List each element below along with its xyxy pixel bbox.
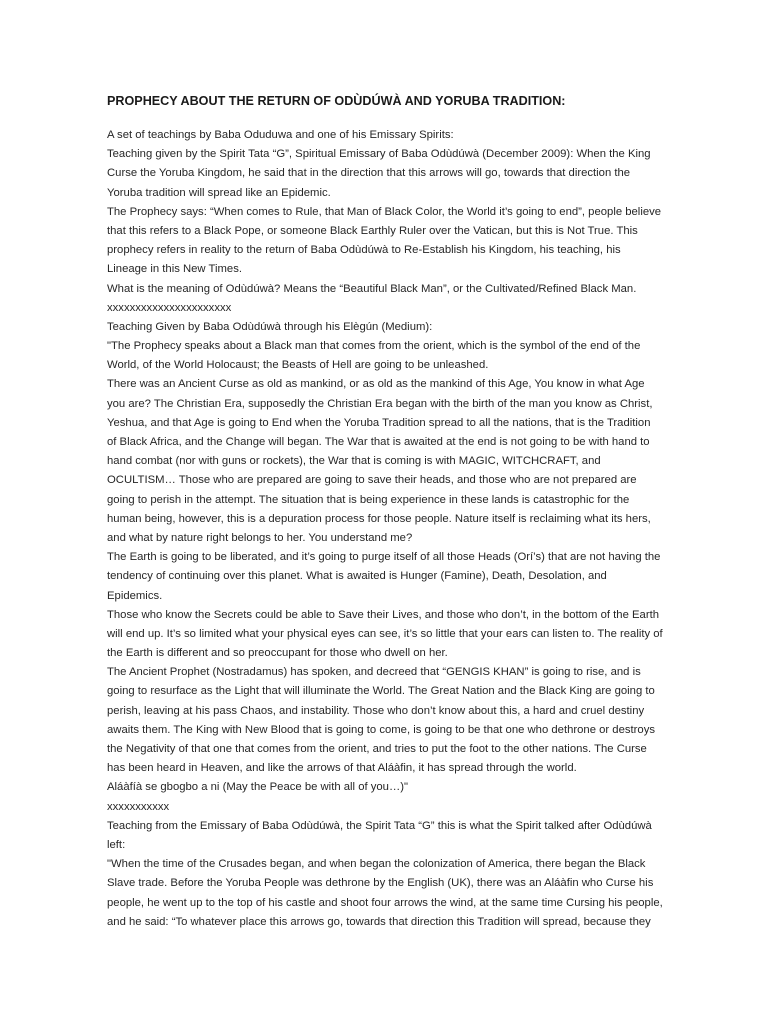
- text-line: Lineage in this New Times.: [107, 263, 242, 276]
- text-line: human being, however, this is a depuration process for those people. Nature itself is reclaiming what its hers,: [107, 512, 651, 525]
- text-line: will end up. It’s so limited what your physical eyes can see, it’s so little that your ears can listen to. The reality of: [107, 627, 663, 640]
- text-line: Teaching given by the Spirit Tata “G”, Spiritual Emissary of Baba Odùdúwà (December 2009): When the King: [107, 148, 651, 161]
- text-line: the Negativity of that one that comes from the orient, and tries to put the foot to the other nations. The Curse: [107, 743, 647, 755]
- text-line: There was an Ancient Curse as old as mankind, or as old as the mankind of this Age, You know in what Age: [107, 378, 645, 391]
- text-line: you are? The Christian Era, supposedly the Christian Era began with the birth of the man you know as Christ,: [107, 397, 653, 410]
- text-line: has been heard in Heaven, and like the arrows of that Aláàfin, it has spread through the world.: [107, 762, 577, 775]
- document-body: [107, 126, 667, 932]
- text-line: and what by nature right belongs to her. You understand me?: [107, 531, 413, 544]
- document-title: PROPHECY ABOUT THE RETURN OF ODÙDÚWÀ AND YORUBA TRADITION:: [107, 94, 566, 108]
- text-line: prophecy refers in reality to the return of Baba Odùdúwà to Re-Establish his Kingdom, his teaching, his: [107, 244, 621, 257]
- text-line: xxxxxxxxxxxxxxxxxxxxxx: [107, 301, 232, 314]
- text-line: perish, leaving at his pass Chaos, and instability. Those who don’t know about this, a hard and cruel destiny: [107, 704, 645, 717]
- text-line: and he said: “To whatever place this arrows go, towards that direction this Tradition will spread, because they: [107, 915, 651, 928]
- text-line: Aláàfíà se gbogbo a ni (May the Peace be with all of you…)": [107, 781, 409, 794]
- text-line: tendency of continuing over this planet. What is awaited is Hunger (Famine), Death, Desolation, and: [107, 570, 607, 583]
- text-line: Yoruba tradition will spread like an Epidemic.: [107, 186, 331, 199]
- text-line: Those who know the Secrets could be able to Save their Lives, and those who don’t, in the bottom of the Earth: [107, 608, 659, 621]
- text-line: The Prophecy says: “When comes to Rule, that Man of Black Color, the World it’s going to end”, people believe: [107, 205, 662, 218]
- text-line: the Earth is different and so preoccupant for those who dwell on her.: [107, 647, 448, 660]
- text-line: "The Prophecy speaks about a Black man that comes from the orient, which is the symbol of the end of the: [107, 340, 641, 353]
- text-line: of Black Africa, and the Change will began. The War that is awaited at the end is not going to be with hand to: [107, 436, 650, 448]
- text-line: Epidemics.: [107, 589, 163, 602]
- text-line: going to perish in the attempt. The situation that is being experience in these lands is catastrophic for the: [107, 493, 630, 506]
- text-line: Curse the Yoruba Kingdom, he said that in the direction that this arrows will go, towards that direction the: [107, 167, 631, 180]
- text-line: people, he went up to the top of his castle and shoot four arrows the wind, at the same time Cursing his people,: [107, 896, 663, 909]
- text-line: awaits them. The King with New Blood that is going to come, is going to be that one who dethrone or destroys: [107, 723, 656, 736]
- text-line: hand combat (nor with guns or rockets), the War that is coming is with MAGIC, WITCHCRAFT, and: [107, 455, 601, 468]
- text-line: Slave trade. Before the Yoruba People was dethrone by the English (UK), there was an Aláàfin who Curse his: [107, 877, 654, 890]
- text-line: World, of the World Holocaust; the Beasts of Hell are going to be unleashed.: [107, 359, 489, 372]
- text-line: A set of teachings by Baba Oduduwa and one of his Emissary Spirits:: [107, 129, 454, 141]
- text-line: that this refers to a Black Pope, or someone Black Earthly Ruler over the Vatican, but this is Not True. This: [107, 224, 638, 237]
- text-line: going to resurface as the Light that will illuminate the World. The Great Nation and the Black King are going to: [107, 685, 655, 698]
- text-line: What is the meaning of Odùdúwà? Means the “Beautiful Black Man”, or the Cultivated/Refined Black Man.: [107, 282, 637, 295]
- text-line: The Earth is going to be liberated, and it’s going to purge itself of all those Heads (Orí’s) that are not having the: [107, 551, 661, 564]
- text-line: Yeshua, and that Age is going to End when the Yoruba Tradition spread to all the nations, that is the Tradition: [107, 416, 651, 429]
- text-line: OCULTISM… Those who are prepared are going to save their heads, and those who are not prepared are: [107, 474, 637, 487]
- text-line: Teaching Given by Baba Odùdúwà through his Elègún (Medium):: [107, 320, 433, 333]
- text-line: xxxxxxxxxxx: [107, 800, 170, 813]
- text-line: The Ancient Prophet (Nostradamus) has spoken, and decreed that “GENGIS KHAN” is going to rise, and is: [107, 666, 641, 679]
- text-line: Teaching from the Emissary of Baba Odùdúwà, the Spirit Tata “G” this is what the Spirit talked after Odùdúwà: [107, 819, 652, 832]
- text-line: left:: [107, 838, 126, 851]
- text-line: "When the time of the Crusades began, and when began the colonization of America, there began the Black: [107, 858, 646, 871]
